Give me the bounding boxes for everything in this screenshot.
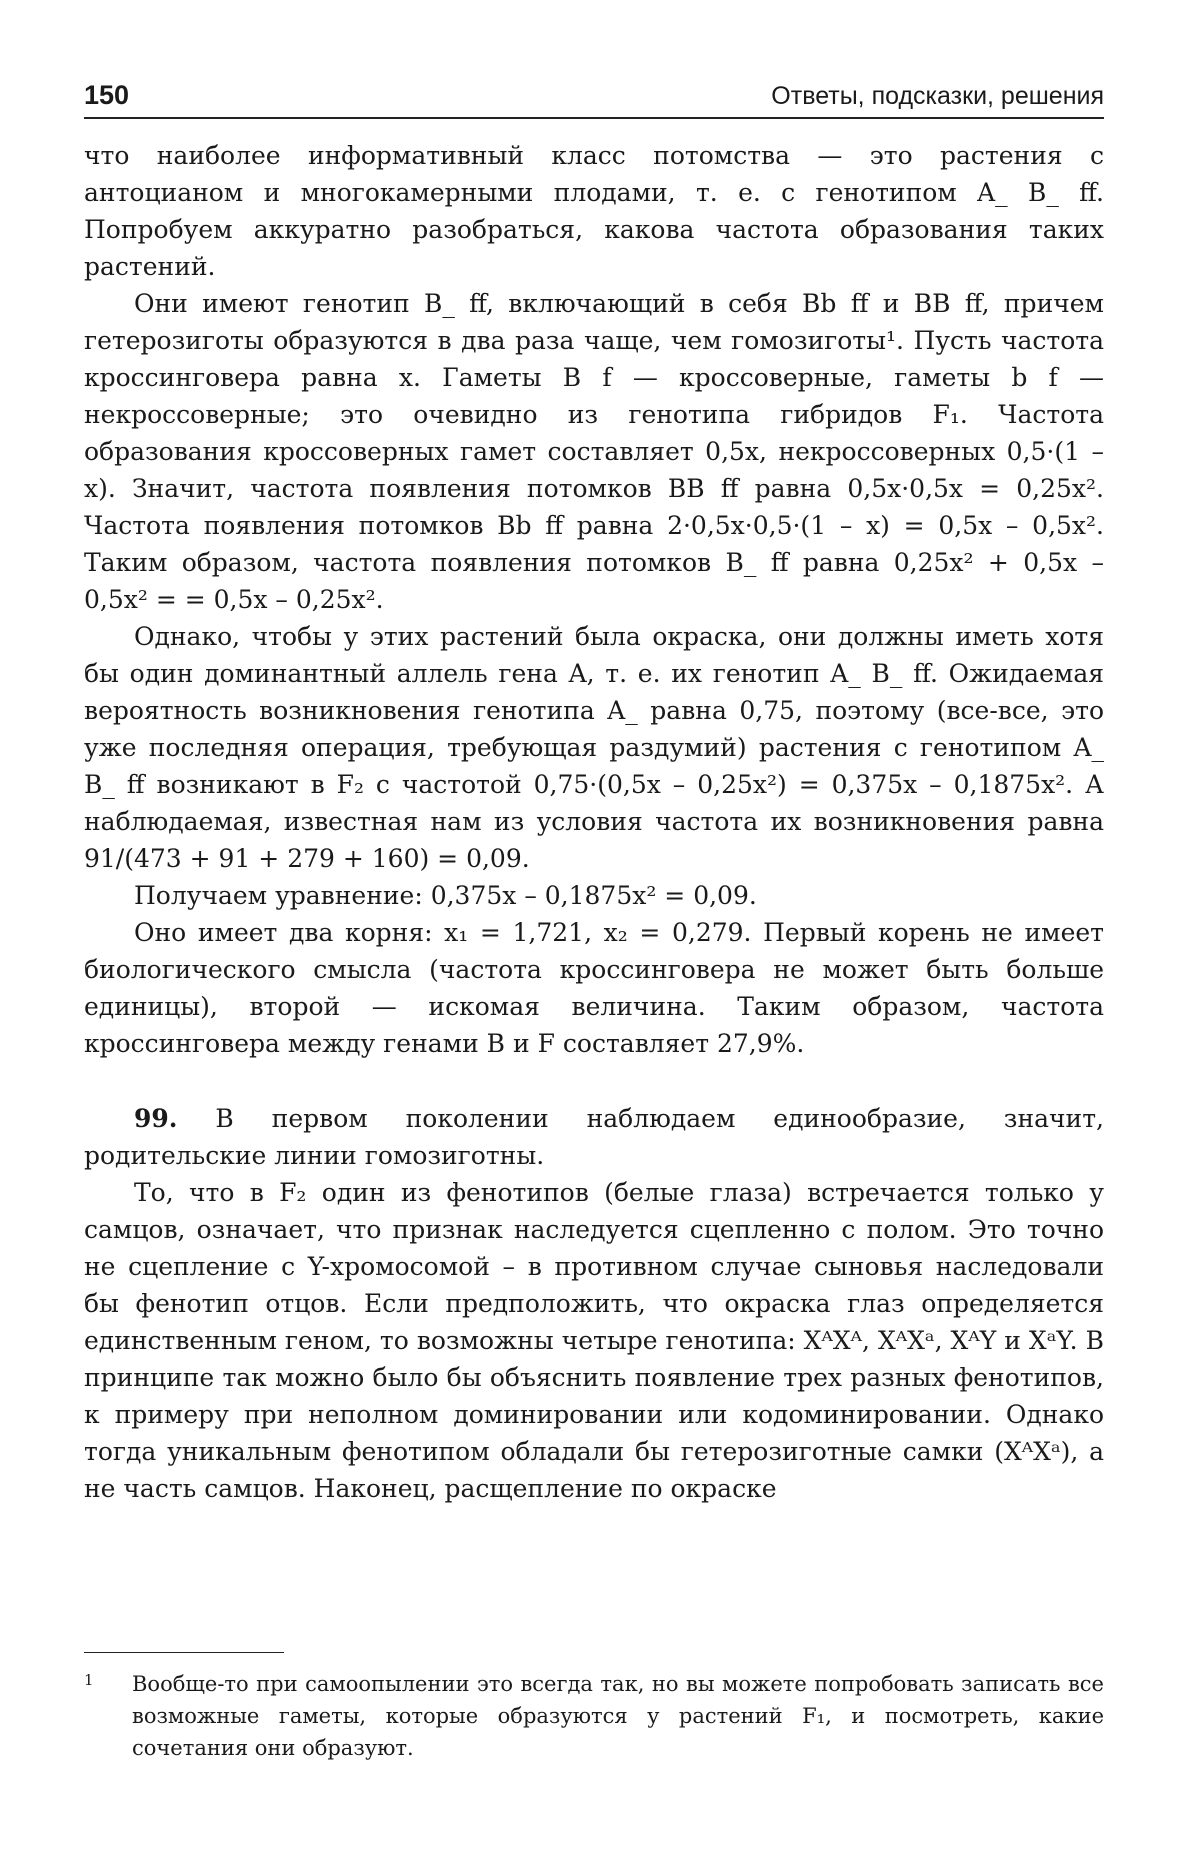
problem-number: 99. bbox=[134, 1104, 178, 1133]
paragraph-coloration: Однако, чтобы у этих растений была окраска, они должны иметь хотя бы один доминантный аллель гена A, т. е. их генотип A_ B_ ff. Ожидаемая вероятность возникновения генотипа A_ равна 0,75, поэтому (все-все, это уже последняя операция, требующая раздумий) растения с генотипом A_ B_ ff возникают в F₂ с частотой 0,75·(0,5x – 0,25x²) = 0,375x – 0,1875x². А наблюдаемая, известная нам из условия частота их возникновения равна 91/(473 + 91 + 279 + 160) = 0,09. bbox=[84, 622, 1104, 873]
footnote-text: Вообще-то при самоопылении это всегда так, но вы можете попробовать записать все возможные гаметы, которые образуются у растений F₁, и посмотреть, какие сочетания они образуют. bbox=[132, 1672, 1104, 1760]
footnote-marker: 1 bbox=[84, 1671, 94, 1689]
paragraph-equation: Получаем уравнение: 0,375x – 0,1875x² = 0,09. bbox=[134, 881, 757, 910]
page-number: 150 bbox=[84, 80, 130, 110]
paragraph-continuation: что наиболее информативный класс потомства — это растения с антоцианом и многокамерными плодами, т. е. с генотипом A_ B_ ff. Попробуем аккуратно разобраться, какова частота образования таких растений. bbox=[84, 141, 1104, 281]
problem-99-first-paragraph: В первом поколении наблюдаем единообразие, значит, родительские линии гомозиготны. bbox=[84, 1104, 1104, 1170]
footnote bbox=[84, 1668, 1104, 1764]
problem-99-paragraph bbox=[84, 1100, 1104, 1174]
problem-99-second-paragraph: То, что в F₂ один из фенотипов (белые глаза) встречается только у самцов, означает, что признак наследуется сцепленно с полом. Это точно не сцепление с Y-хромосомой – в противном случае сыновья наследовали бы фенотип отцов. Если предположить, что окраска глаз определяется единственным геном, то возможны четыре генотипа: XᴬXᴬ, XᴬXᵃ, XᴬY и XᵃY. В принципе так можно было бы объяснить появление трех разных фенотипов, к примеру при неполном доминировании или кодоминировании. Однако тогда уникальным фенотипом обладали бы гетерозиготные самки (XᴬXᵃ), а не часть самцов. Наконец, расщепление по окраске bbox=[84, 1178, 1104, 1503]
page-content bbox=[84, 80, 1104, 1507]
body-text bbox=[84, 137, 1104, 1507]
running-title: Ответы, подсказки, решения bbox=[771, 82, 1104, 110]
paragraph-roots: Оно имеет два корня: x₁ = 1,721, x₂ = 0,279. Первый корень не имеет биологического смысла (частота кроссинговера не может быть больше единицы), второй — искомая величина. Таким образом, частота кроссинговера между генами B и F составляет 27,9%. bbox=[84, 918, 1104, 1058]
footnote-divider bbox=[84, 1652, 284, 1653]
paragraph-genotype-bff: Они имеют генотип B_ ff, включающий в себя Bb ff и BB ff, причем гетерозиготы образуются в два раза чаще, чем гомозиготы¹. Пусть частота кроссинговера равна x. Гаметы B f — кроссоверные, гаметы b f — некроссоверные; это очевидно из генотипа гибридов F₁. Частота образования кроссоверных гамет составляет 0,5x, некроссоверных 0,5·(1 – x). Значит, частота появления потомков BB ff равна 0,5x·0,5x = 0,25x². Частота появления потомков Bb ff равна 2·0,5x·0,5·(1 – x) = 0,5x – 0,5x². Таким образом, частота появления потомков B_ ff равна 0,25x² + 0,5x – 0,5x² = = 0,5x – 0,25x². bbox=[84, 289, 1104, 614]
page-header bbox=[84, 80, 1104, 119]
